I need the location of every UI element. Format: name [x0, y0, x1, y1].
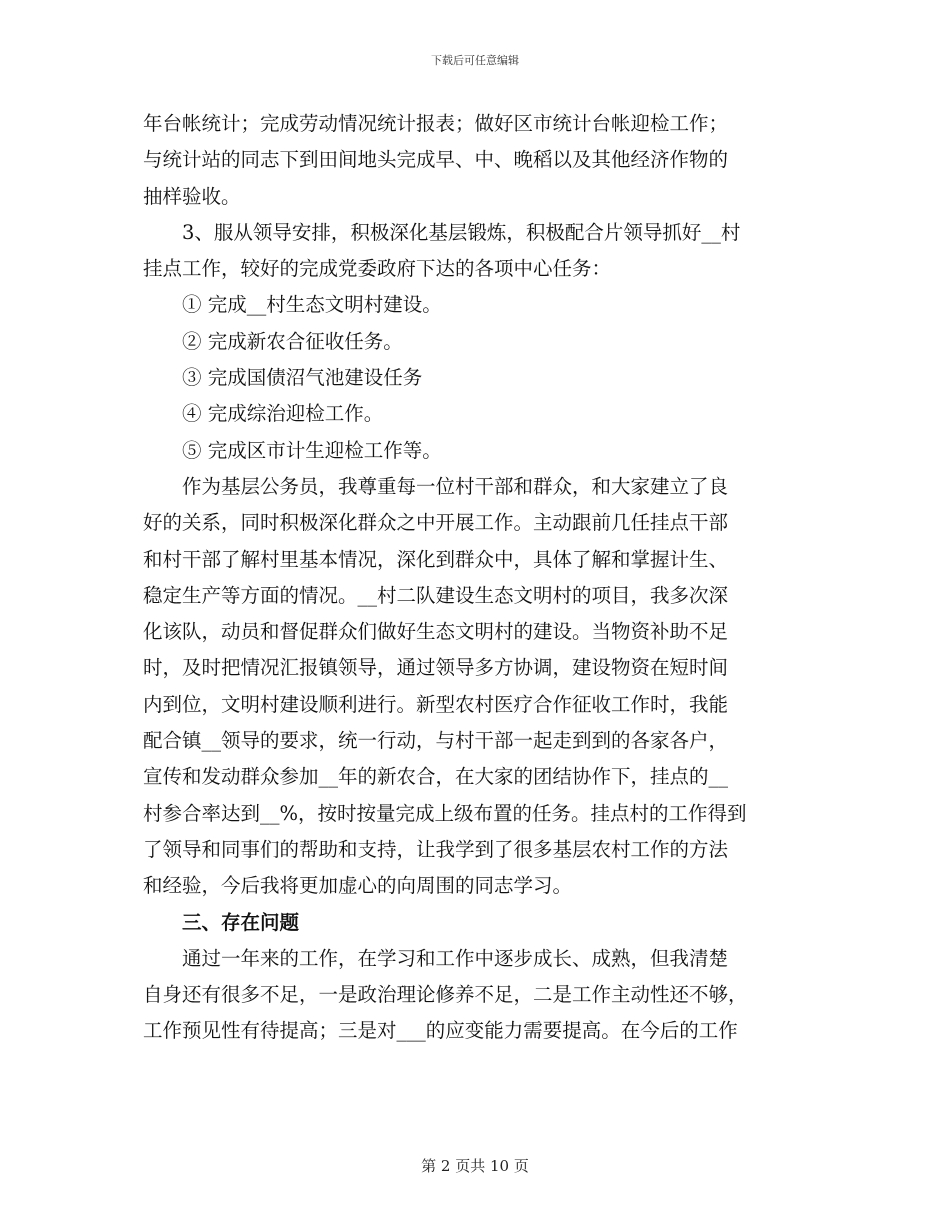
list-item: ③ 完成国债沼气池建设任务	[182, 366, 423, 390]
text-line: 和经验，今后我将更加虚心的向周围的同志学习。	[143, 874, 573, 898]
text-line: 好的关系，同时积极深化群众之中开展工作。主动跟前几任挂点干部	[143, 511, 729, 535]
list-item: ① 完成__村生态文明村建设。	[182, 293, 442, 317]
text-line: 挂点工作，较好的完成党委政府下达的各项中心任务：	[143, 257, 612, 281]
text-line: 村参合率达到__%，按时按量完成上级布置的任务。挂点村的工作得到	[143, 801, 747, 825]
text-line: 化该队，动员和督促群众们做好生态文明村的建设。当物资补助不足	[143, 620, 729, 644]
text-line: 作为基层公务员，我尊重每一位村干部和群众，和大家建立了良	[182, 474, 729, 498]
list-item: ④ 完成综治迎检工作。	[182, 402, 384, 426]
document-body	[143, 106, 808, 1050]
text-line: 与统计站的同志下到田间地头完成早、中、晚稻以及其他经济作物的	[143, 148, 729, 172]
text-line: 抽样验收。	[143, 184, 241, 208]
text-line: 工作预见性有待提高；三是对___的应变能力需要提高。在今后的工作	[143, 1019, 738, 1043]
list-item: ⑤ 完成区市计生迎检工作等。	[182, 438, 442, 462]
page-header: 下载后可任意编辑	[431, 54, 519, 67]
list-item: ② 完成新农合征收任务。	[182, 329, 403, 353]
text-line: 年台帐统计；完成劳动情况统计报表；做好区市统计台帐迎检工作；	[143, 112, 729, 135]
text-line: 内到位，文明村建设顺利进行。新型农村医疗合作征收工作时，我能	[143, 692, 729, 716]
text-line: 宣传和发动群众参加__年的新农合，在大家的团结协作下，挂点的__	[143, 765, 729, 789]
text-line: 通过一年来的工作，在学习和工作中逐步成长、成熟，但我清楚	[182, 946, 729, 970]
text-line: 配合镇__领导的要求，统一行动，与村干部一起走到到的各家各户，	[143, 729, 729, 753]
text-line: 3、服从领导安排，积极深化基层锻炼，积极配合片领导抓好__村	[182, 220, 741, 244]
text-line: 稳定生产等方面的情况。__村二队建设生态文明村的项目，我多次深	[143, 583, 729, 607]
text-line: 时，及时把情况汇报镇领导，通过领导多方协调，建设物资在短时间	[143, 656, 729, 680]
page-footer: 第 2 页共 10 页	[421, 1157, 529, 1175]
section-heading: 三、存在问题	[182, 910, 300, 934]
text-line: 和村干部了解村里基本情况，深化到群众中，具体了解和掌握计生、	[143, 547, 729, 571]
text-line: 自身还有很多不足，一是政治理论修养不足，二是工作主动性还不够，	[143, 983, 748, 1007]
text-line: 了领导和同事们的帮助和支持，让我学到了很多基层农村工作的方法	[143, 837, 729, 861]
